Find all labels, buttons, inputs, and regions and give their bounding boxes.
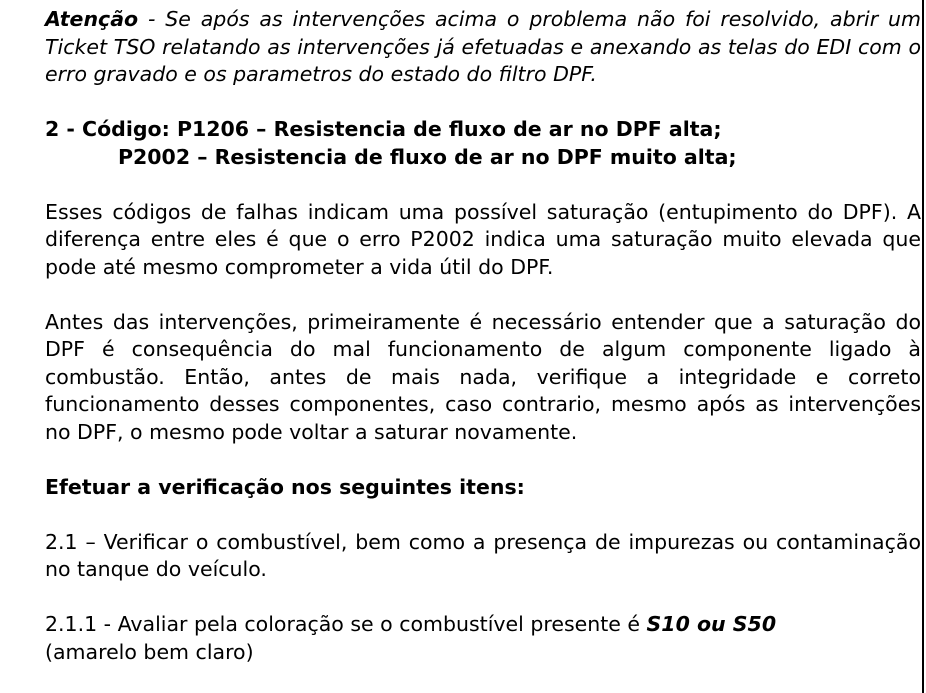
spacer	[45, 89, 921, 117]
spacer	[45, 584, 921, 612]
item-2-1-1-tail: (amarelo bem claro)	[45, 639, 254, 664]
attention-note	[45, 6, 921, 89]
checklist-heading: Efetuar a verificação nos seguintes itens:	[45, 474, 525, 499]
paragraph-before-interventions: Antes das intervenções, primeiramente é necessário entender que a saturação do DPF é consequência do mal funcionamento de algum componente ligado à combustão. Então, antes de mais nada, verifique a integridade e correto funcionamento desses componentes, caso contrario, mesmo após as intervenções no DPF, o mesmo pode voltar a saturar novamente.	[45, 309, 921, 444]
spacer	[45, 171, 921, 199]
item-2-1-1	[45, 611, 921, 666]
spacer	[45, 281, 921, 309]
fuel-type-emphasis: S10 ou S50	[646, 612, 777, 636]
document-page	[45, 6, 921, 666]
paragraph-fault-codes: Esses códigos de falhas indicam uma possível saturação (entupimento do DPF). A diferença entre eles é que o erro P2002 indica uma saturação muito elevada que pode até mesmo comprometer a vida útil do DPF.	[45, 199, 921, 279]
attention-text: - Se após as intervenções acima o problema não foi resolvido, abrir um Ticket TSO relatando as intervenções já efetuadas e anexando as telas do EDI com o erro gravado e os parametros do estado do filtro DPF.	[45, 7, 921, 86]
attention-label: Atenção	[45, 7, 139, 31]
page-right-border	[922, 0, 924, 693]
item-2-1: 2.1 – Verificar o combustível, bem como a presença de impurezas ou contaminação no tanque do veículo.	[45, 529, 921, 581]
spacer	[45, 501, 921, 529]
spacer	[45, 446, 921, 474]
section-heading-line1: 2 - Código: P1206 – Resistencia de fluxo de ar no DPF alta;	[45, 117, 722, 141]
section-heading-line2: P2002 – Resistencia de fluxo de ar no DPF muito alta;	[118, 144, 737, 169]
item-2-1-1-text: 2.1.1 - Avaliar pela coloração se o combustível presente é	[45, 612, 647, 636]
